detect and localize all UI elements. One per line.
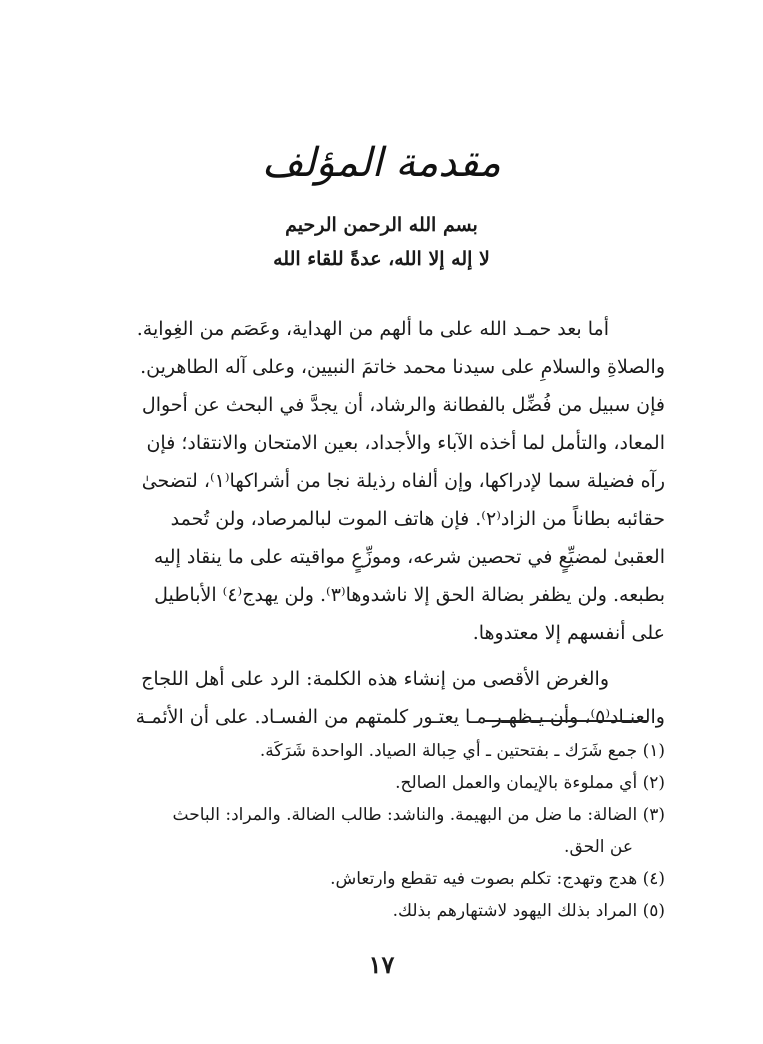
footnote-divider [485,720,648,722]
intro-block [150,208,613,276]
footnote-3-continuation: عن الحق. [564,837,633,857]
page-number: ١٧ [368,950,395,979]
footnote-3: (٣) الضالة: ما ضل من البهيمة. والناشد: طالب الضالة. والمراد: الباحث [172,805,665,825]
text-line: بطبعه. ولن يظفر بضالة الحق إلا ناشدوها⁽٣⁾. ولن يهدج⁽٤⁾ الأباطيل [154,584,665,606]
text-line: أما بعد حمـد الله على ما ألهم من الهداية، وعَصَم من الغِواية. [136,318,609,340]
text-line: والصلاةِ والسلامِ على سيدنا محمد خاتمَ النبيين، وعلى آله الطاهرين. [140,356,665,378]
footnote-1: (١) جمع شَرَك ـ بفتحتين ـ أي حِبالة الصياد. الواحدة شَرَكَة. [259,741,665,761]
footnote-2: (٢) أي مملوءة بالإيمان والعمل الصالح. [395,773,665,793]
text-line: المعاد، والتأمل لما أخذه الآباء والأجداد، بعين الامتحان والانتقاد؛ فإن [146,432,665,454]
basmala: بسم الله الرحمن الرحيم [285,214,478,236]
text-line: رآه فضيلة سما لإدراكها، وإن ألفاه رذيلة نجا من أشراكها⁽١⁾، لتضحىٰ [141,470,665,492]
footnote-5: (٥) المراد بذلك اليهود لاشتهارهم بذلك. [392,901,665,921]
main-text [102,310,665,736]
footnote-4: (٤) هدج وتهدج: تكلم بصوت فيه تقطع وارتعاش. [330,869,665,889]
paragraph-gap [102,652,665,660]
text-line: والغرض الأقصى من إنشاء هذه الكلمة: الرد على أهل اللجاج [141,668,609,690]
text-line: على أنفسهم إلا معتدوها. [472,622,665,644]
text-line: حقائبه بطاناً من الزاد⁽٢⁾. فإن هاتف الموت لبالمرصاد، ولن تُحمد [170,508,665,530]
text-line: العقبىٰ لمضيِّعٍ في تحصين شرعه، وموزِّعٍ مواقيته على ما ينقاد إليه [153,546,665,568]
text-line: والعنـاد⁽٥⁾، وأن يـظهـر مـا يعتـور كلمتهم من الفسـاد. على أن الأئمـة [135,706,665,728]
chapter-title: مقدمة المؤلف [262,140,501,186]
footnotes [102,735,665,927]
text-line: فإن سبيل من فُضِّل بالفطانة والرشاد، أن يجدَّ في البحث عن أحوال [141,394,665,416]
tahlil-line: لا إله إلا الله، عدةً للقاء الله [273,248,490,270]
